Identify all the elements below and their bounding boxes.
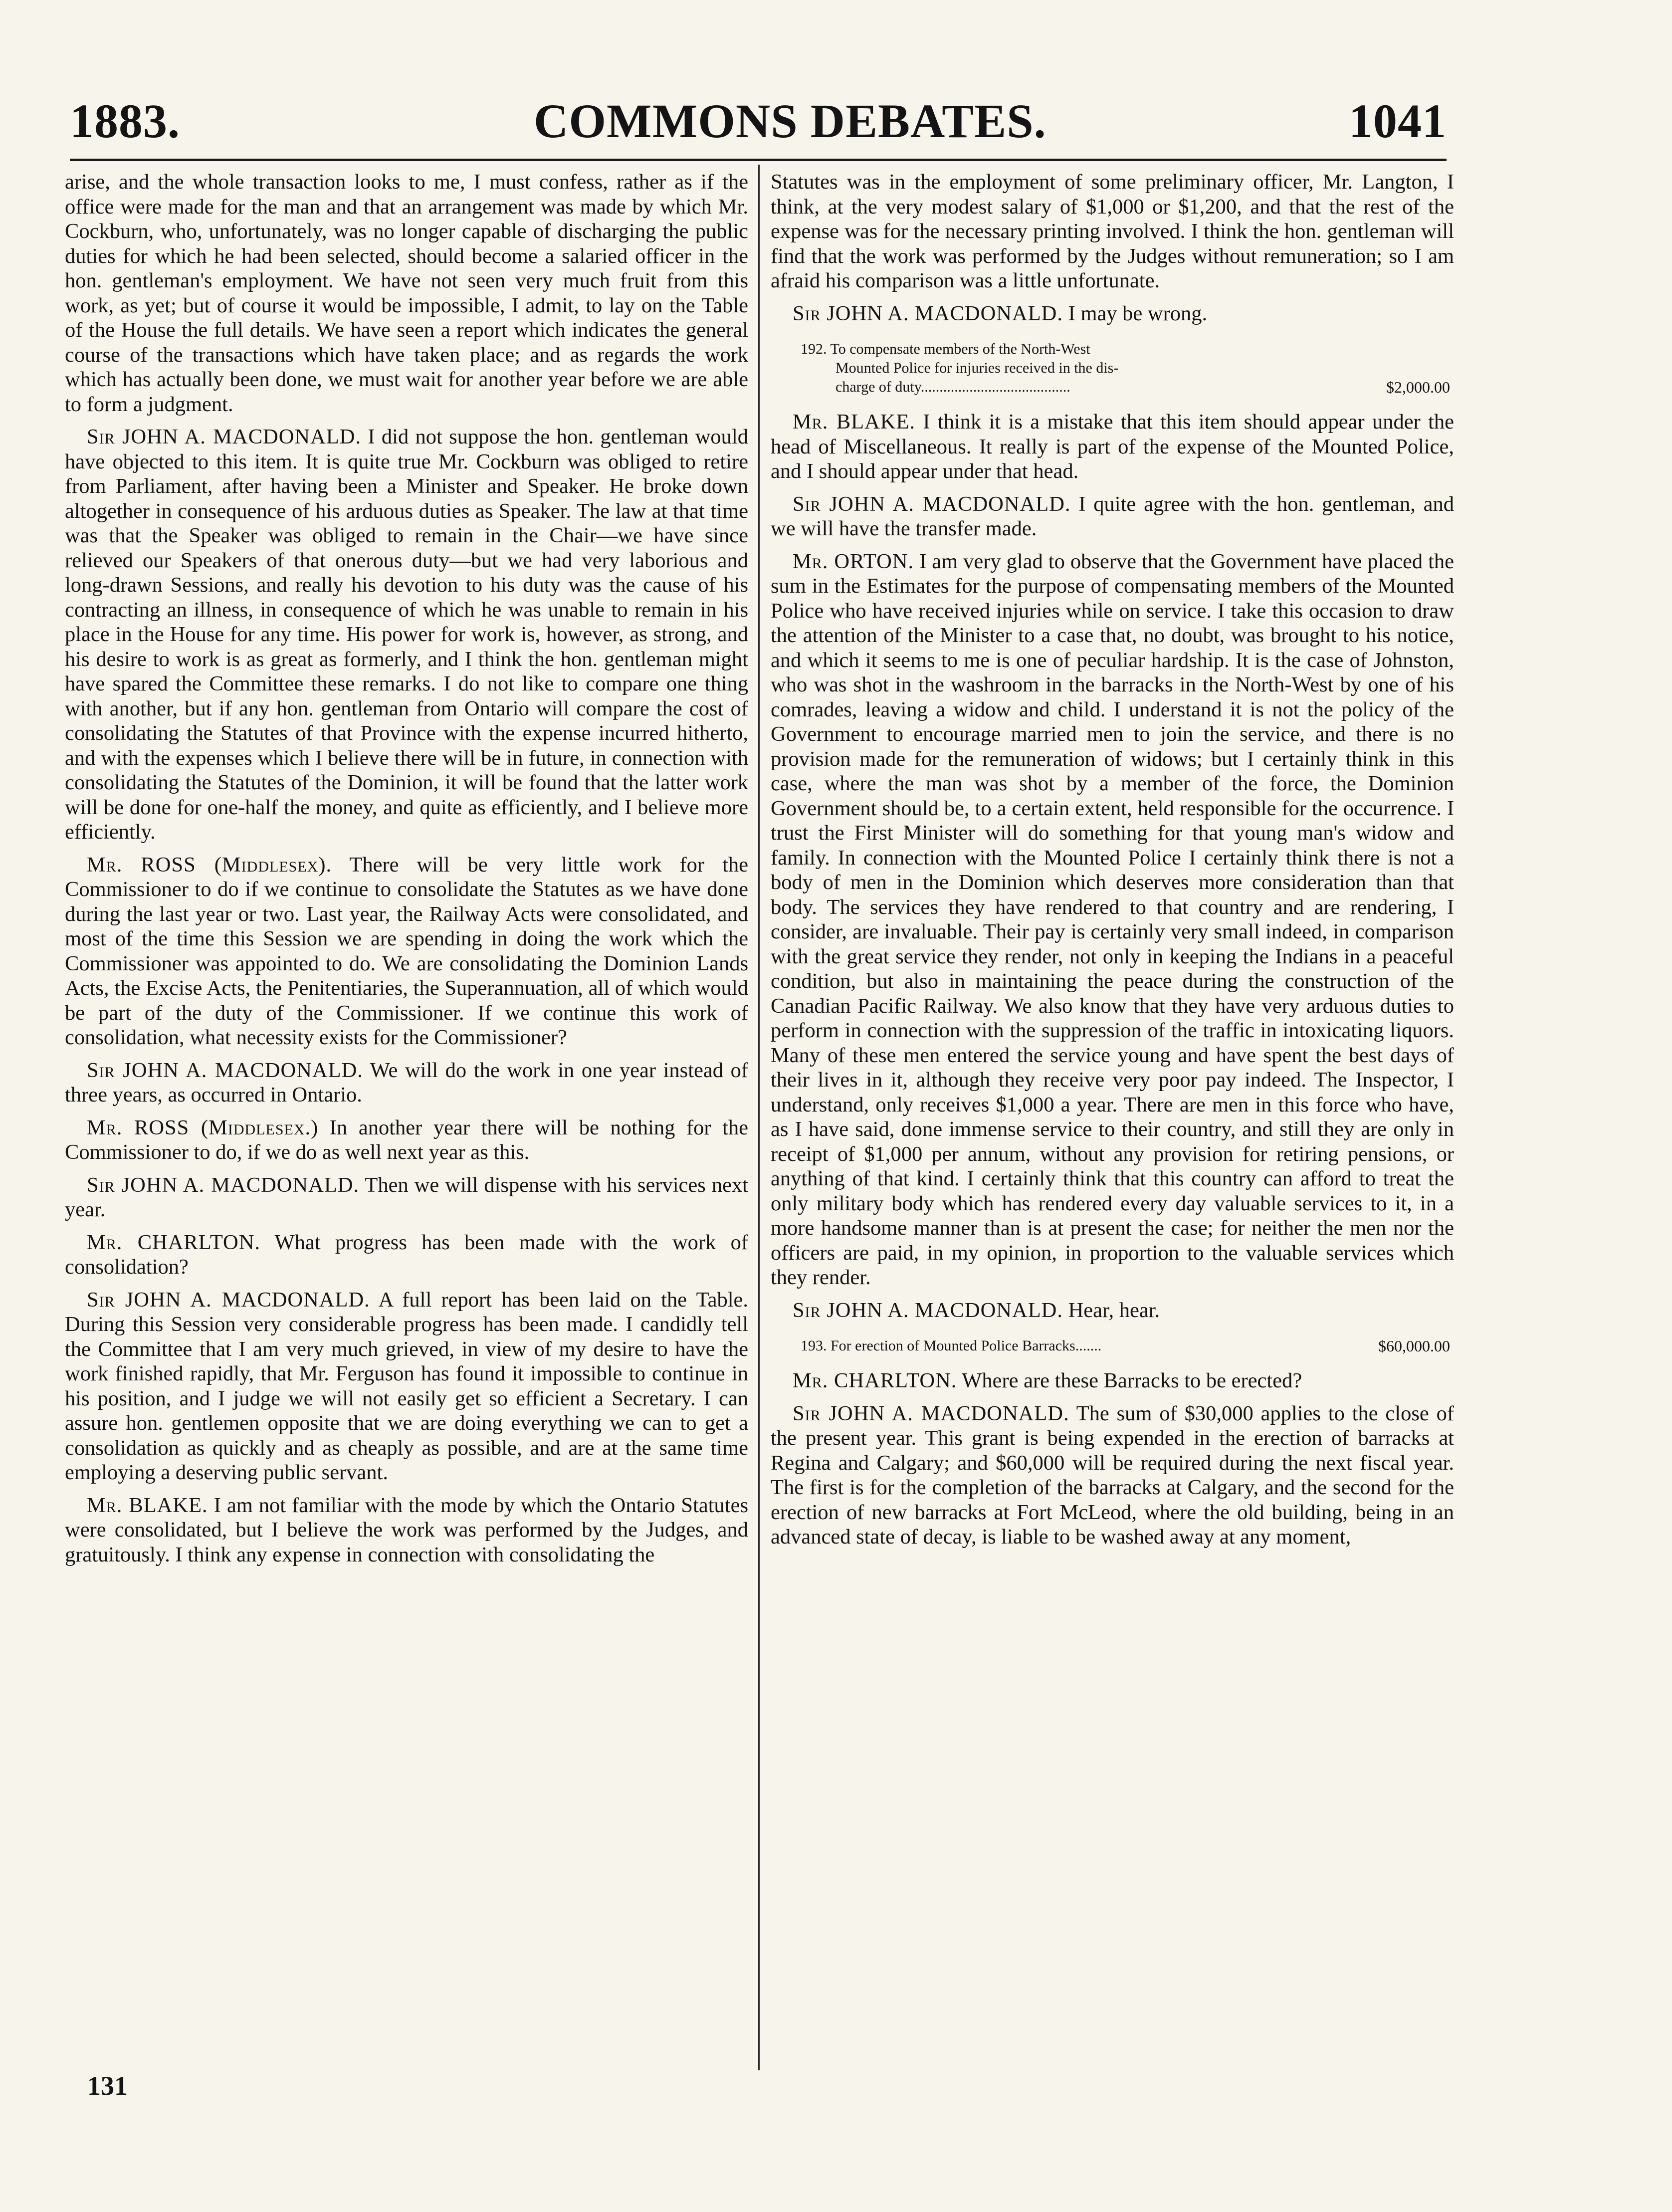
speaker-name: Mr. BLAKE. (793, 410, 916, 434)
paragraph-text: In another year there will be nothing for the Commissioner to do, if we do as well next year as this. (65, 1115, 748, 1164)
paragraph (65, 853, 748, 1050)
right-column (771, 170, 1454, 2065)
estimate-item-193 (801, 1336, 1454, 1355)
paragraph (65, 1493, 748, 1567)
paragraph-text: I did not suppose the hon. gentleman would have objected to this item. It is quite true Mr. Cockburn was obliged to retire from Parliament, after having been a Minister and Speaker. He broke down altogether in consequence of his arduous duties as Speaker. The law at that time was that the Speaker was obliged to remain in the Chair—we have since relieved our Speakers of that onerous duty—but we had very laborious and long-drawn Sessions, and really his devotion to his duty was the cause of his contracting an illness, in consequence of which he was unable to remain in his place in the House for any time. His power for work is, however, as strong, and his desire to work is as great as formerly, and I think the hon. gentleman might have spared the Committee these remarks. I do not like to compare one thing with another, but if any hon. gentleman from Ontario will compare the cost of consolidating the Statutes of that Province with the expense incurred hitherto, and with the expenses which I believe there will be in future, in connection with consolidating the Statutes of the Dominion, it will be found that the latter work will be done for one-half the money, and quite as efficiently, and I believe more efficiently. (65, 425, 748, 844)
speaker-name: Mr. CHARLTON. (793, 1369, 957, 1392)
item-line: 192. To compensate members of the North-West (801, 341, 1090, 357)
paragraph (65, 425, 748, 845)
speaker-name: Mr. BLAKE. (87, 1493, 208, 1517)
header-title: COMMONS DEBATES. (534, 94, 1046, 148)
column-divider (758, 165, 760, 2070)
speaker-name: Mr. CHARLTON. (87, 1230, 261, 1254)
paragraph-text: Hear, hear. (1068, 1298, 1160, 1322)
header-page-number: 1041 (1349, 94, 1447, 148)
paragraph (771, 170, 1454, 293)
speaker-name: Sir JOHN A. MACDONALD. (87, 425, 362, 448)
paragraph-text: There will be very little work for the Commissioner to do if we continue to consolidate the Statutes as we have done during the last year or two. Last year, the Railway Acts were consolidated, and most of the time this Session we are spending in doing the work which the Commissioner was appointed to do. We are consolidating the Dominion Lands Acts, the Excise Acts, the Penitentiaries, the Superannuation, all of which would be part of the duty of the Commissioner. If we continue this work of consolidation, what necessity exists for the Commissioner? (65, 853, 748, 1049)
paragraph (65, 1230, 748, 1280)
paragraph-text: I quite agree with the hon. gentleman, and we will have the transfer made. (771, 492, 1454, 540)
paragraph (65, 1115, 748, 1165)
speaker-name: Sir JOHN A. MACDONALD. (87, 1173, 360, 1197)
left-column (65, 170, 748, 2065)
signature-mark: 131 (87, 2071, 128, 2101)
paragraph-text: We will do the work in one year instead of three years, as occurred in Ontario. (65, 1058, 748, 1106)
paragraph-text: I think it is a mistake that this item should appear under the head of Miscellaneous. It really is part of the expense of the Mounted Police, and I should appear under that head. (771, 410, 1454, 483)
item-amount: $2,000.00 (1386, 378, 1450, 396)
speaker-name: Sir JOHN A. MACDONALD. (793, 301, 1063, 325)
paragraph-text: The sum of $30,000 applies to the close of the present year. This grant is being expended in the erection of barracks at Regina and Calgary; and $60,000 will be required during the next fiscal year. The first is for the completion of the barracks at Calgary, and the second for the erection of new barracks at Fort McLeod, where the old building, being in an advanced state of decay, is liable to be washed away at any moment, (771, 1401, 1454, 1548)
paragraph-text: I am not familiar with the mode by which the Ontario Statutes were consolidated, but I believe the work was performed by the Judges, and gratuitously. I think any expense in connection with consolidating the (65, 1493, 748, 1566)
paragraph (771, 1401, 1454, 1549)
item-line: charge of duty........................................ (836, 379, 1070, 395)
speaker-name: Sir JOHN A. MACDONALD. (793, 1298, 1063, 1322)
paragraph-text: I may be wrong. (1068, 301, 1208, 325)
paragraph (65, 1288, 748, 1485)
paragraph (771, 549, 1454, 1290)
page-header (70, 90, 1447, 165)
speaker-name: Sir JOHN A. MACDONALD. (87, 1288, 370, 1312)
paragraph (771, 492, 1454, 541)
item-line: 193. For erection of Mounted Police Barracks....... (801, 1337, 1102, 1354)
paragraph (65, 170, 748, 417)
item-line: Mounted Police for injuries received in the dis- (836, 360, 1119, 376)
speaker-name: Sir JOHN A. MACDONALD. (793, 492, 1071, 516)
speaker-name: Sir JOHN A. MACDONALD. (793, 1401, 1069, 1425)
header-year: 1883. (70, 94, 180, 148)
paragraph-text: Statutes was in the employment of some preliminary officer, Mr. Langton, I think, at the very modest salary of $1,000 or $1,200, and that the rest of the expense was for the necessary printing involved. I think the hon. gentleman will find that the work was performed by the Judges without remuneration; so I am afraid his comparison was a little unfortunate. (771, 170, 1454, 292)
paragraph-text: A full report has been laid on the Table. During this Session very considerable progress has been made. I candidly tell the Committee that I am very much grieved, in view of my desire to have the work finished rapidly, that Mr. Ferguson has found it impossible to continue in his position, and I judge we will not easily get so efficient a Secretary. I can assure hon. gentlemen opposite that we are doing everything we can to get a consolidation as quickly and as cheaply as possible, and are at the same time employing a deserving public servant. (65, 1288, 748, 1484)
speaker-name: Mr. ROSS (Middlesex.) (87, 1115, 319, 1139)
paragraph (771, 1368, 1454, 1393)
speaker-name: Mr. ORTON. (793, 549, 914, 573)
paragraph (771, 1298, 1454, 1323)
speaker-name: Mr. ROSS (Middlesex). (87, 853, 332, 877)
header-rule (70, 159, 1447, 161)
paragraph (771, 301, 1454, 326)
paragraph-text: Where are these Barracks to be erected? (962, 1369, 1302, 1392)
item-amount: $60,000.00 (1378, 1337, 1450, 1355)
paragraph-text: What progress has been made with the work of consolidation? (65, 1230, 748, 1279)
paragraph-text: arise, and the whole transaction looks to me, I must confess, rather as if the office were made for the man and that an arrangement was made by which Mr. Cockburn, who, unfortunately, was no longer capable of discharging the public duties for which he had been selected, should become a salaried officer in the hon. gentleman's employment. We have not seen very much fruit from this work, as yet; but of course it would be impossible, I admit, to lay on the Table of the House the full details. We have seen a report which indicates the general course of the transactions which have taken place; and as regards the work which has actually been done, we must wait for another year before we are able to form a judgment. (65, 170, 748, 416)
paragraph (65, 1058, 748, 1107)
paragraph (65, 1173, 748, 1222)
paragraph-text: I am very glad to observe that the Government have placed the sum in the Estimates for the purpose of compensating members of the Mounted Police who have received injuries while on service. I take this occasion to draw the attention of the Minister to a case that, no doubt, was brought to his notice, and which it seems to me is one of peculiar hardship. It is the case of Johnston, who was shot in the washroom in the barracks in the North-West by one of his comrades, leaving a widow and child. I understand it is not the policy of the Government to encourage married men to join the service, and there is no provision made for the remuneration of widows; but I certainly think in this case, where the man was shot by a member of the force, the Dominion Government should be, to a certain extent, held responsible for the occurrence. I trust the First Minister will do something for that young man's widow and family. In connection with the Mounted Police I certainly think there is not a body of men in the Dominion which deserves more consideration than that body. The services they have rendered to that country and are rendering, I consider, are invaluable. Their pay is certainly very small indeed, in comparison with the great service they render, not only in keeping the Indians in a peaceful condition, but also in maintaining the peace during the construction of the Canadian Pacific Railway. We also know that they have very arduous duties to perform in connection with the suppression of the traffic in intoxicating liquors. Many of these men entered the service young and have spent the best days of their lives in it, although they receive very poor pay indeed. The Inspector, I understand, only receives $1,000 a year. There are men in this force who have, as I have said, done immense service to their country, and still they are only in receipt of $1,000 per annum, without any provision for retiring pensions, or anything of that kind. I certainly think that this country can afford to treat the only military body which has rendered every day valuable services to it, in a more handsome manner than is at present the case; for neither the men nor the officers are paid, in my opinion, in proportion to the valuable services which they render. (771, 549, 1454, 1289)
paragraph-text: Then we will dispense with his services next year. (65, 1173, 748, 1221)
estimate-item-192 (801, 340, 1454, 397)
paragraph (771, 410, 1454, 484)
speaker-name: Sir JOHN A. MACDONALD. (87, 1058, 363, 1082)
